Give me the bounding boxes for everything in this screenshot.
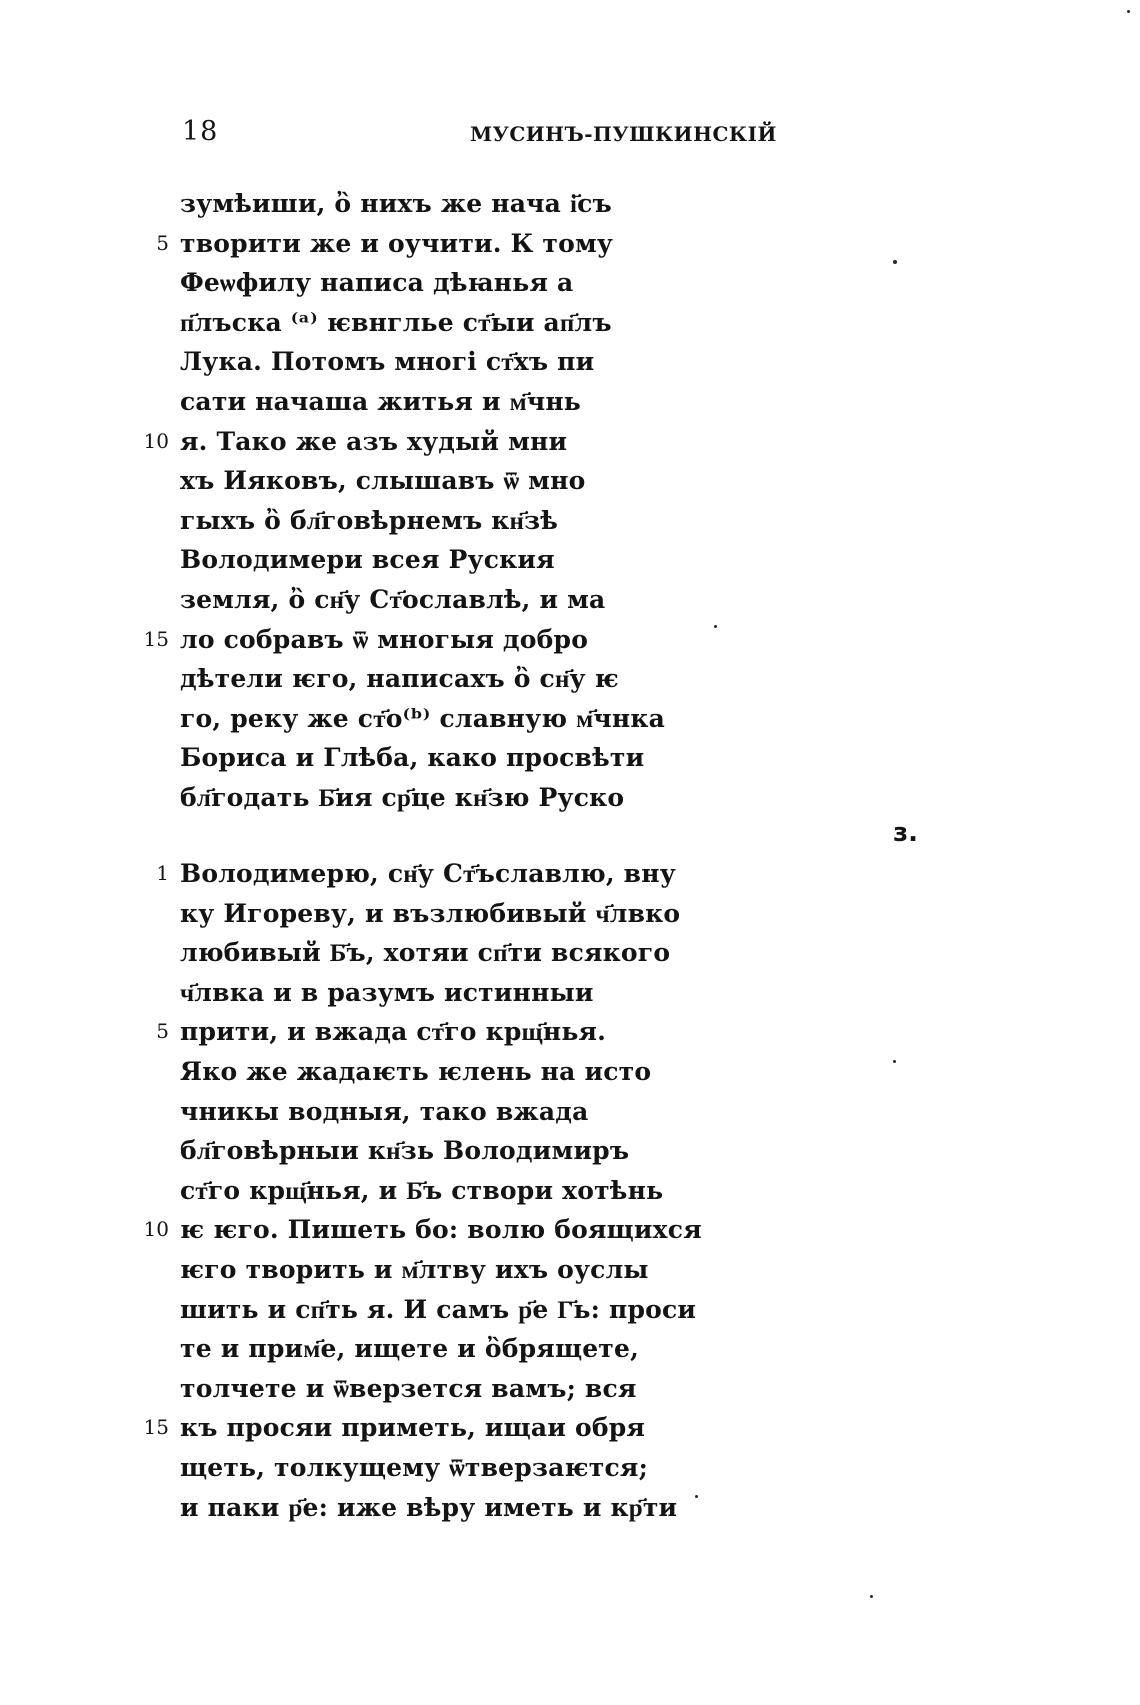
- text-line: [0, 342, 1140, 382]
- text-line: [0, 501, 1140, 541]
- text-line: [0, 659, 1140, 699]
- text-line: [0, 738, 1140, 778]
- ink-speck: [870, 1595, 873, 1598]
- text-line: [0, 1092, 1140, 1132]
- line-text: хъ Ияковъ, слышавъ ѿ мно: [180, 466, 586, 496]
- line-number: 10: [143, 428, 169, 453]
- text-line: [0, 1488, 1140, 1528]
- line-number: 15: [143, 626, 169, 651]
- line-text: ст҃го крщ҃нья, и Б҃ъ створи хотѣнь: [180, 1175, 664, 1205]
- line-text: Яко же жадаѥть ѥлень на исто: [180, 1056, 652, 1086]
- line-text: Бориса и Глѣба, како просвѣти: [180, 743, 645, 773]
- line-text: сати начаша житья и м҃чнь: [180, 386, 581, 416]
- line-number: 5: [156, 1019, 169, 1044]
- text-line: [0, 184, 1140, 224]
- line-text: и паки р҃е: иже вѣру иметь и кр҃ти: [180, 1492, 678, 1522]
- text-line: [0, 303, 1140, 343]
- text-line: [0, 894, 1140, 934]
- line-text: Володимерю, сн҃у Ст҃ъславлю, вну: [180, 859, 676, 888]
- text-line: [0, 933, 1140, 973]
- text-line: [0, 854, 1140, 894]
- page-number: 18: [182, 116, 219, 147]
- line-text: Лука. Потомъ многі ст҃хъ пи: [180, 347, 595, 377]
- text-line: [0, 1052, 1140, 1092]
- text-block-2: [0, 854, 1140, 1527]
- line-text: ку Игореву, и възлюбивый ч҃лвко: [180, 898, 681, 928]
- line-text: шить и сп҃ть я. И самъ р҃е Г҃ь: проси: [180, 1294, 697, 1324]
- text-line: [0, 1408, 1140, 1448]
- line-text: те и прим҃е, ищете и ὂбрящете,: [180, 1334, 640, 1364]
- text-line: [0, 1448, 1140, 1488]
- line-number: 15: [143, 1415, 169, 1440]
- line-text: ч҃лвка и в разумъ истинныи: [180, 977, 594, 1007]
- text-line: [0, 1171, 1140, 1211]
- text-line: [0, 1210, 1140, 1250]
- line-text: чникы водныя, тако вжада: [180, 1096, 589, 1126]
- ink-speck: [714, 625, 717, 628]
- text-line: [0, 422, 1140, 462]
- line-text: го, реку же ст҃о⁽ᵇ⁾ славную м҃чнка: [180, 703, 665, 733]
- text-line: [0, 1329, 1140, 1369]
- running-title: МУСИНЪ-ПУШКИНСКІЙ: [470, 122, 777, 146]
- line-text: къ просяи приметь, ищаи обря: [180, 1413, 646, 1443]
- line-number: 10: [143, 1217, 169, 1242]
- line-text: дѣтели ѥго, написахъ ὂ сн҃у ѥ: [180, 664, 619, 694]
- line-text: ло собравъ ѿ многыя добро: [180, 624, 589, 654]
- text-line: [0, 382, 1140, 422]
- line-text: любивый Б҃ъ, хотяи сп҃ти всякого: [180, 938, 671, 968]
- line-text: бл҃годать Б҃ия ср҃це кн҃зю Руско: [180, 782, 625, 812]
- line-text: Володимери всея Руския: [180, 545, 555, 575]
- line-text: п҃лъска ⁽ᵃ⁾ ѥвнглье ст҃ыи ап҃лъ: [180, 307, 612, 337]
- text-line: [0, 461, 1140, 501]
- text-line: [0, 263, 1140, 303]
- text-block-1: [0, 184, 1140, 818]
- text-line: [0, 540, 1140, 580]
- line-text: земля, ὂ сн҃у Ст҃ославлѣ, и ма: [180, 584, 606, 614]
- text-line: [0, 1250, 1140, 1290]
- line-text: Феѡфилу написа дѣꙗнья а: [180, 268, 574, 298]
- ink-speck: [893, 1060, 896, 1063]
- line-text: толчете и ѿверзется вамъ; вся: [180, 1373, 637, 1403]
- line-text: я. Тако же азъ худый мни: [180, 426, 568, 456]
- ink-speck: [893, 260, 897, 264]
- text-line: [0, 1131, 1140, 1171]
- text-line: [0, 1012, 1140, 1052]
- text-line: [0, 778, 1140, 818]
- line-text: ѥго творить и м҃лтву ихъ оуслы: [180, 1254, 649, 1284]
- line-text: ѥ ѥго. Пишеть бо: волю боящихся: [180, 1215, 702, 1245]
- ink-speck: [1127, 10, 1130, 13]
- line-text: зумѣиши, ὂ нихъ же нача і҃съ: [180, 189, 612, 218]
- text-line: [0, 1290, 1140, 1330]
- line-text: творити же и оучити. К тому: [180, 228, 614, 258]
- text-line: [0, 973, 1140, 1013]
- line-text: щеть, толкущему ѿтверзаѥтся;: [180, 1452, 649, 1482]
- ink-speck: [695, 1495, 698, 1498]
- line-number: 5: [156, 230, 169, 255]
- line-text: гыхъ ὂ бл҃говѣрнемъ кн҃зѣ: [180, 505, 559, 535]
- line-text: прити, и вжада ст҃го крщ҃нья.: [180, 1017, 607, 1047]
- margin-section-mark: з.: [893, 818, 918, 848]
- text-line: [0, 224, 1140, 264]
- line-text: бл҃говѣрныи кн҃зь Володимиръ: [180, 1136, 630, 1166]
- text-line: [0, 620, 1140, 660]
- text-line: [0, 699, 1140, 739]
- text-line: [0, 1369, 1140, 1409]
- text-line: [0, 580, 1140, 620]
- line-number: 1: [156, 861, 169, 885]
